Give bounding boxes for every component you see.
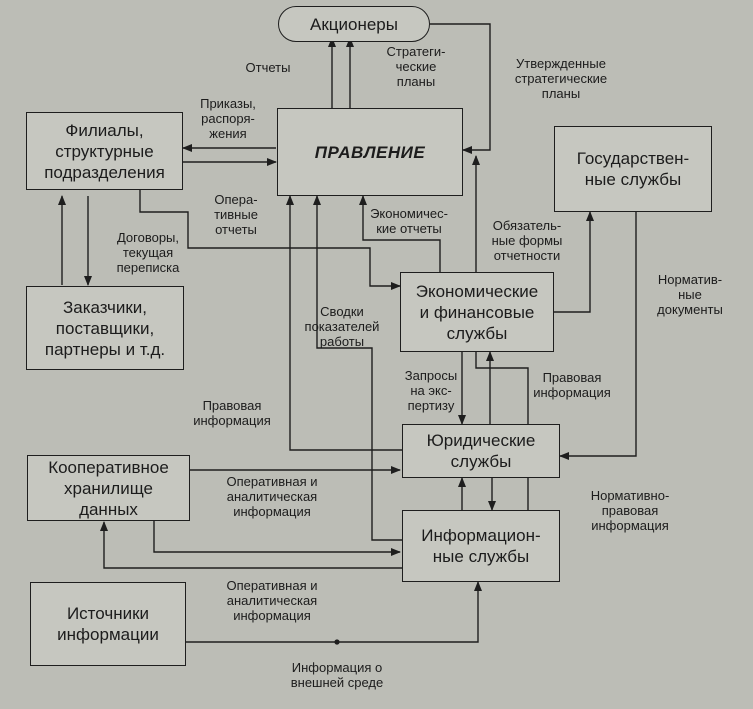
label-legal-info-left: Правовая информация xyxy=(193,398,271,428)
label-normative-docs: Норматив- ные документы xyxy=(657,272,723,317)
label-indicator-summaries: Сводки показателей работы xyxy=(304,304,380,349)
label-mandatory-forms: Обязатель- ные формы отчетности xyxy=(491,218,563,263)
label-contracts: Договоры, текущая переписка xyxy=(116,230,180,275)
economic-services-node: Экономические и финансовые службы xyxy=(400,272,554,352)
label-normative-legal-info: Нормативно- правовая информация xyxy=(590,488,670,533)
label-economic-reports: Экономичес- кие отчеты xyxy=(370,206,448,236)
data-warehouse-node: Кооперативное хранилище данных xyxy=(27,455,190,521)
label-external-environment: Информация о внешней среде xyxy=(290,660,384,690)
information-services-node: Информацион- ные службы xyxy=(402,510,560,582)
label-legal-info-right: Правовая информация xyxy=(533,370,611,400)
label-operational-analytical-2: Оперативная и аналитическая информация xyxy=(226,578,318,623)
label-operational-analytical-1: Оперативная и аналитическая информация xyxy=(226,474,318,519)
edge-info-warehouse xyxy=(104,522,402,568)
label-operational-reports: Опера- тивные отчеты xyxy=(214,192,258,237)
label-approved-plans: Утвержденные стратегические планы xyxy=(514,56,608,101)
label-strategic-plans: Стратеги- ческие планы xyxy=(386,44,446,89)
edge-warehouse-info xyxy=(154,520,400,552)
label-orders: Приказы, распоря- жения xyxy=(200,96,256,141)
customers-node: Заказчики, поставщики, партнеры и т.д. xyxy=(26,286,184,370)
junction-dot xyxy=(334,639,339,644)
government-node: Государствен- ные службы xyxy=(554,126,712,212)
label-reports: Отчеты xyxy=(245,60,291,75)
legal-services-node: Юридические службы xyxy=(402,424,560,478)
branches-node: Филиалы, структурные подразделения xyxy=(26,112,183,190)
information-sources-node: Источники информации xyxy=(30,582,186,666)
shareholders-node: Акционеры xyxy=(278,6,430,42)
board-node: ПРАВЛЕНИЕ xyxy=(277,108,463,196)
label-expertise-requests: Запросы на экс- пертизу xyxy=(404,368,458,413)
